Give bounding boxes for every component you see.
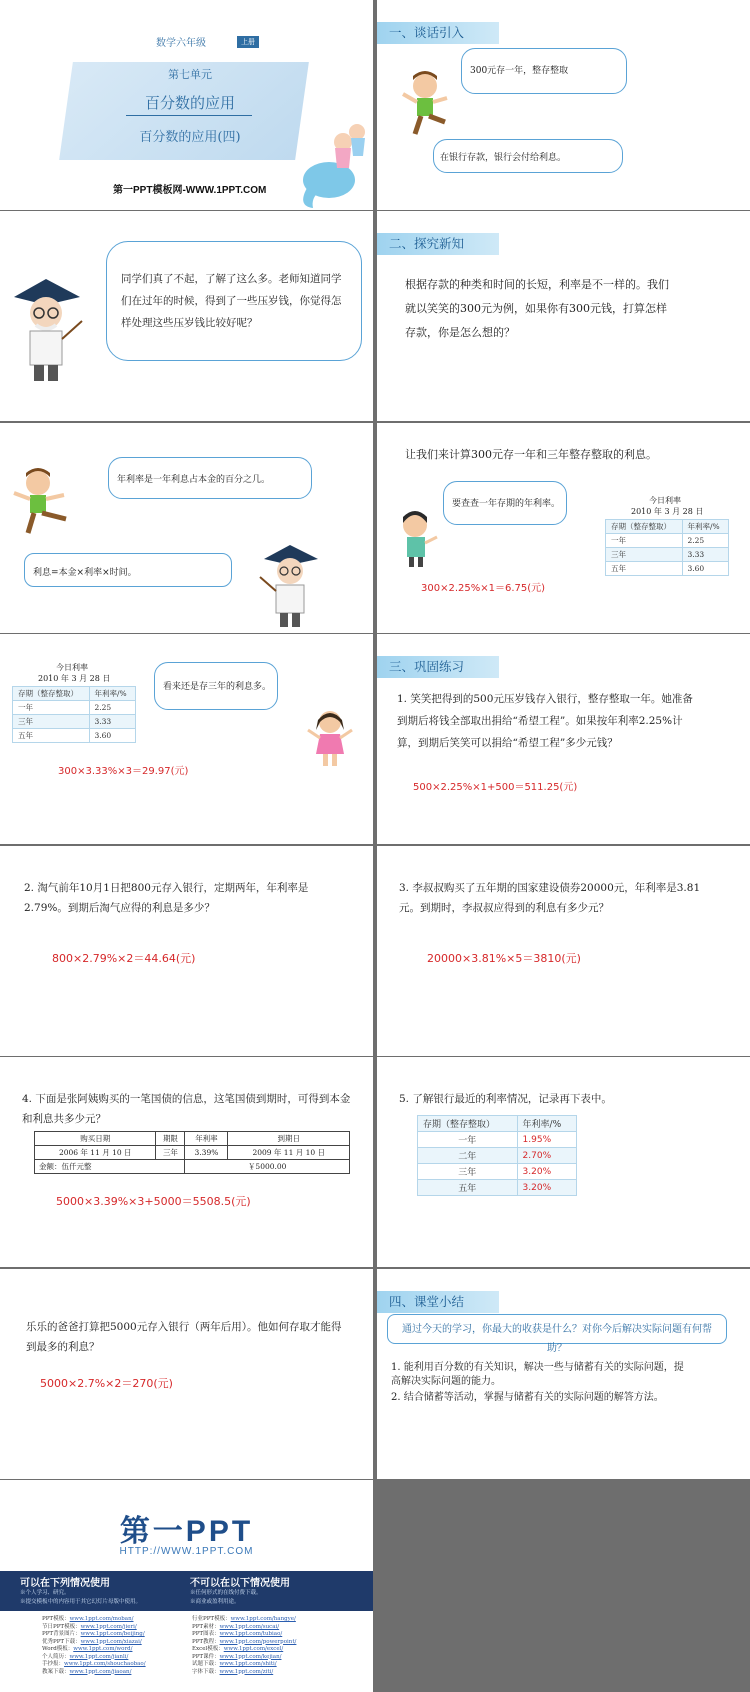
link-row[interactable] xyxy=(192,1616,296,1624)
bond-header: 期限 xyxy=(156,1132,185,1146)
link-url[interactable]: www.1ppt.com/jianli/ xyxy=(69,1653,129,1660)
rate-table-date: 2010 年 3 月 28 日 xyxy=(38,674,111,683)
slide-formula[interactable] xyxy=(0,423,373,633)
girl-illustration xyxy=(395,509,439,569)
summary-point: 2. 结合储蓄等活动，掌握与储蓄有关的实际问题的解答方法。 xyxy=(391,1392,664,1403)
bubble-text: 利息=本金×利率×时间。 xyxy=(33,568,137,578)
speech-bubble xyxy=(24,553,232,587)
link-label: 手抄报： xyxy=(42,1661,65,1667)
slide-practice-2[interactable] xyxy=(0,846,373,1056)
question-text: 1. 笑笑把得到的500元压岁钱存入银行，整存整取一年。她准备到期后将钱全部取出捐给“希望工程”。如果按年利率2.25%计算，到期后笑笑可以捐给“希望工程”多少元钱？ xyxy=(397,693,693,749)
question-text: 乐乐的爸爸打算把5000元存入银行（两年后用）。他如何存取才能得到最多的利息？ xyxy=(26,1321,342,1353)
can-use-item: ※个人学习、研究。 xyxy=(20,1590,70,1596)
boy-illustration xyxy=(8,467,76,545)
slide-practice-4[interactable] xyxy=(0,1057,373,1267)
slide-footer[interactable] xyxy=(0,1480,373,1692)
slide-calc-one-year[interactable] xyxy=(377,423,750,633)
site-label: 第一PPT模板网-WWW.1PPT.COM xyxy=(113,185,267,196)
bond-cell: 三年 xyxy=(156,1146,185,1160)
brand-logo: 第一PPT xyxy=(119,1515,254,1548)
link-url[interactable]: www.1ppt.com/jiaoan/ xyxy=(69,1668,132,1675)
link-url[interactable]: www.1ppt.com/excel/ xyxy=(223,1646,284,1652)
answer-text: 800×2.79%×2＝44.64(元) xyxy=(52,952,196,965)
prompt-text: 让我们来计算300元存一年和三年整存整取的利息。 xyxy=(405,448,657,461)
table-cell: 3.33 xyxy=(89,715,136,729)
banner-text: 通过今天的学习，你最大的收获是什么？对你今后解决实际问题有何帮助？ xyxy=(402,1324,712,1354)
bubble-text: 同学们真了不起，了解了这么多。老师知道同学们在过年的时候，得到了一些压岁钱，你觉得怎样处理这些压岁钱比较好呢？ xyxy=(121,273,342,329)
table-cell: 一年 xyxy=(13,701,90,715)
recent-rate-table xyxy=(417,1115,577,1196)
table-header: 存期（整存整取） xyxy=(606,520,683,534)
table-cell: 3.60 xyxy=(682,562,729,576)
link-url[interactable]: www.1ppt.com/ziti/ xyxy=(219,1668,274,1675)
link-row[interactable] xyxy=(192,1669,296,1677)
rate-table-date: 2010 年 3 月 28 日 xyxy=(631,507,704,516)
explore-text: 根据存款的种类和时间的长短，利率是不一样的。我们就以笑笑的300元为例，如果你有300元钱，打算怎样存款，你是怎么想的？ xyxy=(405,278,669,339)
answer-text: 300×3.33%×3＝29.97(元) xyxy=(58,766,189,777)
link-label: PPT课件： xyxy=(192,1653,220,1660)
link-url[interactable]: www.1ppt.com/sucai/ xyxy=(219,1623,280,1630)
teacher-illustration xyxy=(258,541,324,629)
answer-text: 500×2.25%×1+500＝511.25(元) xyxy=(413,782,578,793)
bond-header: 到期日 xyxy=(228,1132,350,1146)
bond-header: 购买日期 xyxy=(35,1132,156,1146)
table-cell: 3.33 xyxy=(682,548,729,562)
section-tab: 二、探究新知 xyxy=(377,233,499,255)
slide-practice-6[interactable] xyxy=(0,1269,373,1479)
answer-text: 300×2.25%×1＝6.75(元) xyxy=(421,583,546,594)
section-tab: 三、巩固练习 xyxy=(377,656,499,678)
bubble-text: 看来还是存三年的利息多。 xyxy=(163,682,272,692)
link-label: 个人简历： xyxy=(42,1653,70,1660)
speech-bubble xyxy=(108,457,312,499)
table-header: 年利率/% xyxy=(89,687,136,701)
table-cell: 2.70% xyxy=(517,1148,576,1164)
link-label: 教案下载： xyxy=(42,1668,70,1675)
bubble-text: 在银行存款，银行会付给利息。 xyxy=(440,153,567,163)
question-text: 4. 下面是张阿姨购买的一笔国债的信息，这笔国债到期时，可得到本金和利息共多少元？ xyxy=(22,1093,351,1125)
table-cell: 二年 xyxy=(418,1148,518,1164)
link-row[interactable] xyxy=(192,1646,296,1654)
table-cell: 五年 xyxy=(606,562,683,576)
table-cell: 一年 xyxy=(606,534,683,548)
link-label: PPT素材： xyxy=(192,1623,220,1630)
slide-practice-3[interactable] xyxy=(377,846,750,1056)
brand-url[interactable]: HTTP://WWW.1PPT.COM xyxy=(119,1546,254,1557)
link-url[interactable]: www.1ppt.com/jieri/ xyxy=(80,1623,137,1630)
table-cell: 五年 xyxy=(13,729,90,743)
teacher-illustration xyxy=(6,273,88,383)
links-left xyxy=(42,1616,146,1676)
links-right xyxy=(192,1616,296,1676)
girl-illustration xyxy=(306,708,354,770)
link-label: PPT教程： xyxy=(192,1638,220,1645)
slide-practice-5[interactable] xyxy=(377,1057,750,1267)
slide-summary[interactable] xyxy=(377,1269,750,1479)
slide-practice-1[interactable] xyxy=(377,634,750,844)
usage-bar xyxy=(0,1571,373,1611)
slide-teacher-question[interactable] xyxy=(0,211,373,421)
grade-label: 数学六年级 xyxy=(156,38,206,49)
link-url[interactable]: www.1ppt.com/kejian/ xyxy=(219,1653,282,1660)
bond-amount-label: 金额：伍仟元整 xyxy=(35,1160,185,1174)
table-cell: 三年 xyxy=(13,715,90,729)
link-row[interactable] xyxy=(192,1631,296,1639)
table-cell: 三年 xyxy=(418,1164,518,1180)
slide-cover[interactable] xyxy=(0,0,373,210)
bond-cell: 2009 年 11 月 10 日 xyxy=(228,1146,350,1160)
slide-calc-three-year[interactable] xyxy=(0,634,373,844)
speech-bubble xyxy=(461,48,627,94)
table-header: 年利率/% xyxy=(682,520,729,534)
link-url[interactable]: www.1ppt.com/powerpoint/ xyxy=(219,1638,297,1645)
link-label: 试题下载： xyxy=(192,1661,220,1667)
dolphin-kids-illustration xyxy=(293,118,373,210)
can-use-item: ※提交模板中的内容用于其它幻灯片母版中使用。 xyxy=(20,1599,142,1605)
table-cell: 3.20% xyxy=(517,1164,576,1180)
cannot-use-item: ※任何形式的在线付费下载。 xyxy=(190,1590,262,1596)
link-url[interactable]: www.1ppt.com/shiti/ xyxy=(219,1661,277,1667)
slide-intro[interactable] xyxy=(377,0,750,210)
link-label: PPT背景图片： xyxy=(42,1631,81,1637)
speech-bubble xyxy=(106,241,362,361)
bubble-text: 300元存一年，整存整取 xyxy=(470,66,569,76)
table-cell: 三年 xyxy=(606,548,683,562)
bond-amount: ￥5000.00 xyxy=(185,1160,350,1174)
bond-cell: 3.39% xyxy=(185,1146,228,1160)
table-cell: 一年 xyxy=(418,1132,518,1148)
link-label: 行业PPT模板： xyxy=(192,1616,231,1622)
link-label: 节日PPT模板： xyxy=(42,1623,81,1630)
table-cell: 1.95% xyxy=(517,1132,576,1148)
rate-table-title: 今日利率 xyxy=(56,663,88,672)
link-label: Excel模板： xyxy=(192,1646,224,1652)
answer-text: 5000×3.39%×3+5000＝5508.5(元) xyxy=(56,1195,251,1208)
summary-point: 1. 能利用百分数的有关知识，解决一些与储蓄有关的实际问题，提高解决实际问题的能力。 xyxy=(391,1362,684,1387)
unit-label: 第七单元 xyxy=(168,68,212,81)
summary-banner xyxy=(387,1314,727,1354)
question-text: 3. 李叔叔购买了五年期的国家建设债券20000元，年利率是3.81元。到期时，李叔叔应得到的利息有多少元？ xyxy=(399,882,701,914)
question-text: 5. 了解银行最近的利率情况，记录再下表中。 xyxy=(399,1093,612,1105)
bond-table xyxy=(34,1131,350,1174)
link-label: 字体下载： xyxy=(192,1668,220,1675)
table-cell: 2.25 xyxy=(89,701,136,715)
link-label: PPT模板： xyxy=(42,1616,70,1622)
section-tab: 一、谈话引入 xyxy=(377,22,499,44)
link-row[interactable] xyxy=(192,1661,296,1669)
link-row[interactable] xyxy=(42,1639,146,1647)
link-row[interactable] xyxy=(192,1654,296,1662)
table-cell: 五年 xyxy=(418,1180,518,1196)
link-row[interactable] xyxy=(42,1646,146,1654)
link-label: 优秀PPT下载： xyxy=(42,1638,81,1645)
link-url[interactable]: www.1ppt.com/tubiao/ xyxy=(219,1631,283,1637)
bubble-text: 要查查一年存期的年利率。 xyxy=(452,499,561,509)
rate-table xyxy=(605,519,729,576)
can-use-title: 可以在下列情况使用 xyxy=(20,1578,110,1589)
link-row[interactable] xyxy=(192,1639,296,1647)
table-cell: 3.60 xyxy=(89,729,136,743)
link-label: PPT图表： xyxy=(192,1631,220,1637)
cannot-use-item: ※商业或盈利用途。 xyxy=(190,1599,240,1605)
link-row[interactable] xyxy=(42,1661,146,1669)
table-header: 存期（整存整取） xyxy=(418,1116,518,1132)
page-title: 百分数的应用 xyxy=(144,94,235,112)
link-row[interactable] xyxy=(42,1654,146,1662)
speech-bubble xyxy=(443,481,567,525)
rate-table xyxy=(12,686,136,743)
link-row[interactable] xyxy=(42,1624,146,1632)
link-row[interactable] xyxy=(42,1631,146,1639)
table-header: 年利率/% xyxy=(517,1116,576,1132)
cannot-use-title: 不可以在以下情况使用 xyxy=(190,1578,290,1589)
answer-text: 5000×2.7%×2＝270(元) xyxy=(40,1377,173,1390)
speech-bubble xyxy=(154,662,278,710)
answer-text: 20000×3.81%×5＝3810(元) xyxy=(427,952,581,965)
bond-cell: 2006 年 11 月 10 日 xyxy=(35,1146,156,1160)
link-url[interactable]: www.1ppt.com/shouchaobao/ xyxy=(64,1661,146,1667)
boy-illustration xyxy=(397,70,457,140)
page-subtitle: 百分数的应用(四) xyxy=(139,130,241,145)
section-tab: 四、课堂小结 xyxy=(377,1291,499,1313)
link-row[interactable] xyxy=(42,1669,146,1677)
table-cell: 3.20% xyxy=(517,1180,576,1196)
rate-table-title: 今日利率 xyxy=(649,496,681,505)
link-row[interactable] xyxy=(42,1616,146,1624)
table-cell: 2.25 xyxy=(682,534,729,548)
question-text: 2. 淘气前年10月1日把800元存入银行，定期两年，年利率是2.79%。到期后淘气应得的利息是多少？ xyxy=(24,882,309,914)
link-url[interactable]: www.1ppt.com/xiazai/ xyxy=(80,1638,142,1645)
title-divider xyxy=(126,115,252,116)
table-header: 存期（整存整取） xyxy=(13,687,90,701)
volume-badge: 上册 xyxy=(237,36,259,48)
speech-bubble xyxy=(433,139,623,173)
bond-header: 年利率 xyxy=(185,1132,228,1146)
link-label: Word模板： xyxy=(42,1646,74,1652)
slide-explore[interactable] xyxy=(377,211,750,421)
bubble-text: 年利率是一年利息占本金的百分之几。 xyxy=(117,475,271,485)
link-url[interactable]: www.1ppt.com/hangye/ xyxy=(230,1616,296,1622)
link-url[interactable]: www.1ppt.com/word/ xyxy=(73,1646,133,1652)
link-url[interactable]: www.1ppt.com/beijing/ xyxy=(80,1631,145,1637)
link-url[interactable]: www.1ppt.com/moban/ xyxy=(69,1616,134,1622)
link-row[interactable] xyxy=(192,1624,296,1632)
